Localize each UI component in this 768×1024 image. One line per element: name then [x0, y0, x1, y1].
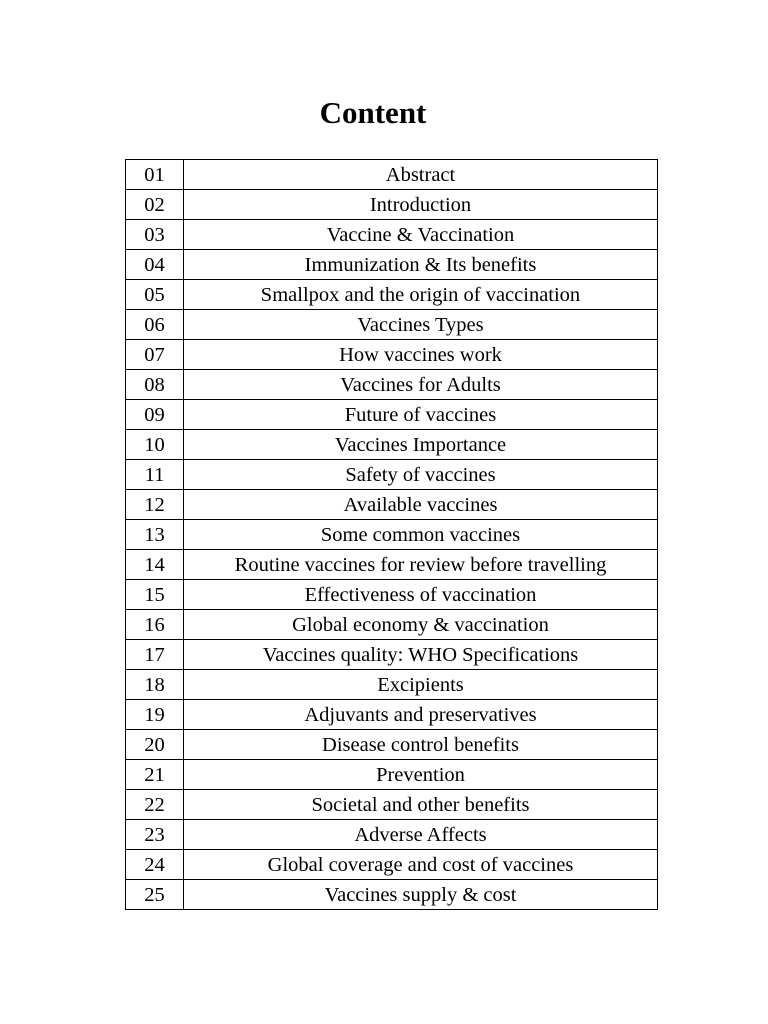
table-row	[126, 190, 658, 220]
section-number: 20	[126, 730, 184, 760]
section-title: Disease control benefits	[184, 730, 658, 760]
section-number: 21	[126, 760, 184, 790]
section-number: 22	[126, 790, 184, 820]
section-number: 06	[126, 310, 184, 340]
table-row	[126, 490, 658, 520]
section-number: 11	[126, 460, 184, 490]
section-number: 10	[126, 430, 184, 460]
table-row	[126, 310, 658, 340]
section-title: Introduction	[184, 190, 658, 220]
table-row	[126, 520, 658, 550]
section-number: 17	[126, 640, 184, 670]
section-number: 03	[126, 220, 184, 250]
section-title: Adverse Affects	[184, 820, 658, 850]
section-number: 16	[126, 610, 184, 640]
table-row	[126, 790, 658, 820]
section-title: Societal and other benefits	[184, 790, 658, 820]
section-title: Vaccine & Vaccination	[184, 220, 658, 250]
section-number: 01	[126, 160, 184, 190]
section-number: 23	[126, 820, 184, 850]
table-row	[126, 280, 658, 310]
section-title: Safety of vaccines	[184, 460, 658, 490]
table-row	[126, 400, 658, 430]
section-title: Vaccines Types	[184, 310, 658, 340]
section-title: Prevention	[184, 760, 658, 790]
section-number: 08	[126, 370, 184, 400]
section-number: 14	[126, 550, 184, 580]
section-number: 24	[126, 850, 184, 880]
table-of-contents-body	[126, 160, 658, 910]
section-title: Abstract	[184, 160, 658, 190]
section-title: Adjuvants and preservatives	[184, 700, 658, 730]
section-title: Routine vaccines for review before travelling	[184, 550, 658, 580]
table-row	[126, 610, 658, 640]
page-title: Content	[319, 95, 427, 130]
section-title: Immunization & Its benefits	[184, 250, 658, 280]
section-title: Global economy & vaccination	[184, 610, 658, 640]
section-number: 13	[126, 520, 184, 550]
table-row	[126, 250, 658, 280]
table-row	[126, 430, 658, 460]
table-row	[126, 580, 658, 610]
table-row	[126, 370, 658, 400]
section-title: Global coverage and cost of vaccines	[184, 850, 658, 880]
section-title: Vaccines for Adults	[184, 370, 658, 400]
section-title: Vaccines quality: WHO Specifications	[184, 640, 658, 670]
section-number: 19	[126, 700, 184, 730]
table-row	[126, 640, 658, 670]
table-row	[126, 700, 658, 730]
table-row	[126, 160, 658, 190]
section-title: Some common vaccines	[184, 520, 658, 550]
table-row	[126, 760, 658, 790]
section-title: Effectiveness of vaccination	[184, 580, 658, 610]
section-title: Vaccines supply & cost	[184, 880, 658, 910]
section-number: 25	[126, 880, 184, 910]
table-row	[126, 850, 658, 880]
section-number: 05	[126, 280, 184, 310]
section-title: Available vaccines	[184, 490, 658, 520]
table-of-contents	[125, 159, 658, 910]
table-row	[126, 670, 658, 700]
section-number: 04	[126, 250, 184, 280]
table-row	[126, 550, 658, 580]
section-title: How vaccines work	[184, 340, 658, 370]
table-row	[126, 460, 658, 490]
section-number: 02	[126, 190, 184, 220]
section-title: Smallpox and the origin of vaccination	[184, 280, 658, 310]
section-title: Excipients	[184, 670, 658, 700]
section-number: 15	[126, 580, 184, 610]
table-row	[126, 220, 658, 250]
section-number: 07	[126, 340, 184, 370]
table-row	[126, 820, 658, 850]
section-title: Vaccines Importance	[184, 430, 658, 460]
section-number: 12	[126, 490, 184, 520]
section-title: Future of vaccines	[184, 400, 658, 430]
section-number: 18	[126, 670, 184, 700]
section-number: 09	[126, 400, 184, 430]
table-row	[126, 880, 658, 910]
table-row	[126, 730, 658, 760]
table-row	[126, 340, 658, 370]
